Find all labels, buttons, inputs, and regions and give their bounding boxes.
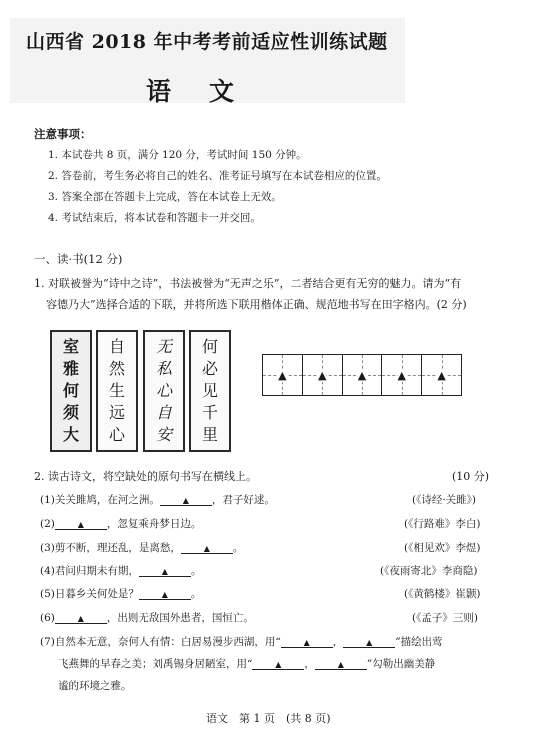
source-citation: (《诗经·关雎》) xyxy=(412,494,477,506)
answer-blank[interactable]: ▲ xyxy=(55,520,107,530)
answer-blank[interactable]: ▲ xyxy=(281,638,333,648)
fill-item-7-line-3: 谧的环境之雅。 xyxy=(58,680,132,692)
couplet-option-4: 何 必 见 千 里 xyxy=(189,330,231,452)
grid-cell[interactable]: ▲ xyxy=(343,354,383,396)
section-title: 一、读·书(12 分) xyxy=(34,252,123,266)
grid-cell[interactable]: ▲ xyxy=(303,354,343,396)
question-2-title: 2. 读古诗文，将空缺处的原句书写在横线上。 xyxy=(34,470,257,483)
writing-grid xyxy=(262,354,462,396)
couplet-option-3: 无 私 心 自 安 xyxy=(143,330,185,452)
answer-blank[interactable]: ▲ xyxy=(315,660,367,670)
note-item: 3. 答案全部在答题卡上完成，答在本试卷上无效。 xyxy=(48,191,282,203)
answer-blank[interactable]: ▲ xyxy=(343,638,395,648)
answer-blank[interactable]: ▲ xyxy=(139,567,191,577)
couplet-option-2: 自 然 生 远 心 xyxy=(96,330,138,452)
answer-blank[interactable]: ▲ xyxy=(139,590,191,600)
source-citation: (《行路难》李白) xyxy=(404,518,481,530)
question-2-points: (10 分) xyxy=(452,470,490,483)
note-item: 1. 本试卷共 8 页，满分 120 分，考试时间 150 分钟。 xyxy=(48,149,307,161)
fill-item: (2) ▲ ，忽复乘舟梦日边。 xyxy=(40,518,202,530)
fill-item: (6) ▲ ，出则无敌国外患者，国恒亡。 xyxy=(40,612,254,624)
page-footer: 语文 第 1 页 (共 8 页) xyxy=(206,712,331,725)
question-1-line-2: 容德乃大”选择合适的下联，并将所选下联用楷体正确、规范地书写在田字格内。(2 分) xyxy=(46,298,467,311)
subject-title: 语文 xyxy=(146,77,273,106)
grid-cell[interactable]: ▲ xyxy=(262,354,303,396)
note-item: 2. 答卷前，考生务必将自己的姓名、准考证号填写在本试卷相应的位置。 xyxy=(48,170,387,182)
exam-title: 山西省 2018 年中考考前适应性训练试题 xyxy=(26,31,388,53)
source-citation: (《相见欢》李煜) xyxy=(404,542,481,554)
couplet-option-1: 室 雅 何 须 大 xyxy=(50,330,92,452)
grid-cell[interactable]: ▲ xyxy=(382,354,422,396)
fill-item-7-line-2: 飞燕舞的早春之美；刘禹锡身居陋室，用“ ▲ ， ▲ ”勾勒出幽美静 xyxy=(58,658,436,670)
source-citation: (《黄鹤楼》崔颢) xyxy=(404,588,481,600)
question-1-line-1: 1. 对联被誉为“诗中之诗”，书法被誉为“无声之乐”，二者结合更有无穷的魅力。请为“有 xyxy=(34,277,462,290)
source-citation: (《夜雨寄北》李商隐) xyxy=(380,565,478,577)
source-citation: (《孟子》三则) xyxy=(412,612,478,624)
answer-blank[interactable]: ▲ xyxy=(252,660,304,670)
note-item: 4. 考试结束后，将本试卷和答题卡一并交回。 xyxy=(48,212,261,224)
grid-cell[interactable]: ▲ xyxy=(422,354,462,396)
fill-item-7-line-1: (7)自然本无意，奈何人有情：白居易漫步西湖，用“ ▲ ， ▲ ”描绘出莺 xyxy=(40,636,443,648)
fill-item: (1)关关雎鸠，在河之洲。 ▲ ，君子好逑。 xyxy=(40,494,275,506)
fill-item: (5)日暮乡关何处是？ ▲ 。 xyxy=(40,588,202,600)
answer-blank[interactable]: ▲ xyxy=(181,544,233,554)
answer-blank[interactable]: ▲ xyxy=(55,614,107,624)
notes-title: 注意事项： xyxy=(34,127,92,141)
fill-item: (3)剪不断，理还乱，是离愁， ▲ 。 xyxy=(40,542,244,554)
answer-blank[interactable]: ▲ xyxy=(160,496,212,506)
fill-item: (4)君问归期未有期， ▲ 。 xyxy=(40,565,202,577)
